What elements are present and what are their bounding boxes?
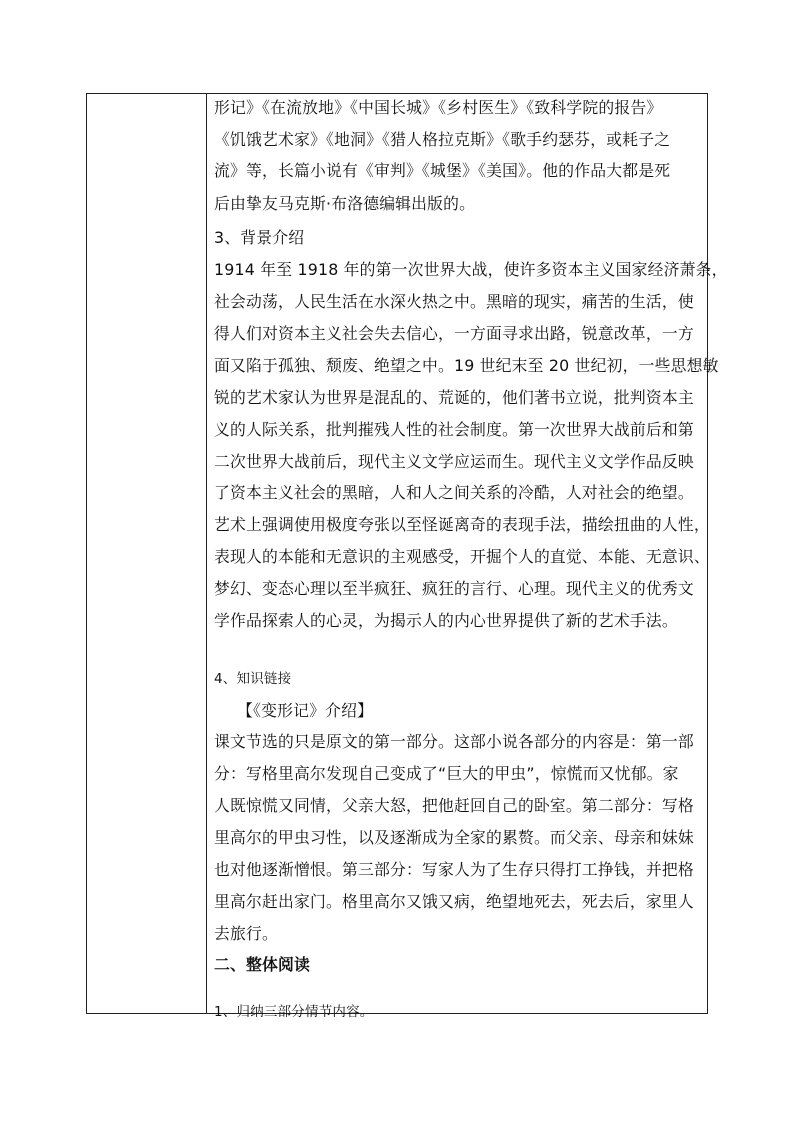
text-line: 分：写格里高尔发现自己变成了“巨大的甲虫”，惊慌而又忧郁。家	[214, 764, 679, 783]
text-line: 艺术上强调使用极度夸张以至怪诞离奇的表现手法，描绘扭曲的人性，	[214, 515, 710, 534]
text-line: 去旅行。	[214, 924, 278, 943]
text-line: 里高尔的甲虫习性，以及逐渐成为全家的累赘。而父亲、母亲和妹妹	[214, 828, 694, 847]
text-line: 锐的艺术家认为世界是混乱的、荒诞的，他们著书立说，批判资本主	[214, 388, 694, 407]
text-line: 课文节选的只是原文的第一部分。这部小说各部分的内容是：第一部	[214, 732, 694, 751]
text-line: 流》等，长篇小说有《审判》《城堡》《美国》。他的作品大都是死	[214, 161, 671, 180]
left-column-cell	[87, 94, 206, 1013]
text-line: 得人们对资本主义社会失去信心，一方面寻求出路，锐意改革，一方	[214, 324, 694, 343]
text-line: 1914 年至 1918 年的第一次世界大战，使许多资本主义国家经济萧条，	[214, 260, 728, 279]
question-line: 1、归纳三部分情节内容。	[214, 1004, 374, 1020]
text-line: 学作品探索人的心灵，为揭示人的内心世界提供了新的艺术手法。	[214, 611, 678, 630]
text-line: 二次世界大战前后，现代主义文学应运而生。现代主义文学作品反映	[214, 452, 694, 471]
text-line: 《饥饿艺术家》《地洞》《猎人格拉克斯》《歌手约瑟芬，或耗子之	[214, 130, 671, 149]
text-line: 表现人的本能和无意识的主观感受，开掘个人的直觉、本能、无意识、	[214, 547, 710, 566]
section-title: 二、整体阅读	[214, 955, 310, 974]
subsection-heading: 【《变形记》介绍】	[237, 701, 374, 720]
text-line: 人既惊慌又同情，父亲大怒，把他赶回自己的卧室。第二部分：写格	[214, 796, 694, 815]
content-table	[86, 93, 728, 1020]
section-heading: 3、背景介绍	[214, 228, 305, 247]
text-line: 也对他逐渐憎恨。第三部分：写家人为了生存只得打工挣钱，并把格	[214, 860, 694, 879]
text-line: 形记》《在流放地》《中国长城》《乡村医生》《致科学院的报告》	[214, 98, 663, 117]
text-line: 梦幻、变态心理以至半疯狂、疯狂的言行、心理。现代主义的优秀文	[214, 579, 694, 598]
text-line: 后由挚友马克斯·布洛德编辑出版的。	[214, 194, 476, 213]
text-line: 社会动荡，人民生活在水深火热之中。黑暗的现实，痛苦的生活，使	[214, 292, 694, 311]
text-line: 面又陷于孤独、颓废、绝望之中。19 世纪末至 20 世纪初，一些思想敏	[214, 356, 719, 375]
section-heading: 4、知识链接	[214, 671, 292, 687]
text-line: 里高尔赶出家门。格里高尔又饿又病，绝望地死去，死去后，家里人	[214, 892, 694, 911]
text-line: 了资本主义社会的黑暗，人和人之间关系的冷酷，人对社会的绝望。	[214, 483, 694, 502]
text-line: 义的人际关系，批判摧残人性的社会制度。第一次世界大战前后和第	[214, 420, 694, 439]
right-column-cell	[207, 94, 728, 1020]
